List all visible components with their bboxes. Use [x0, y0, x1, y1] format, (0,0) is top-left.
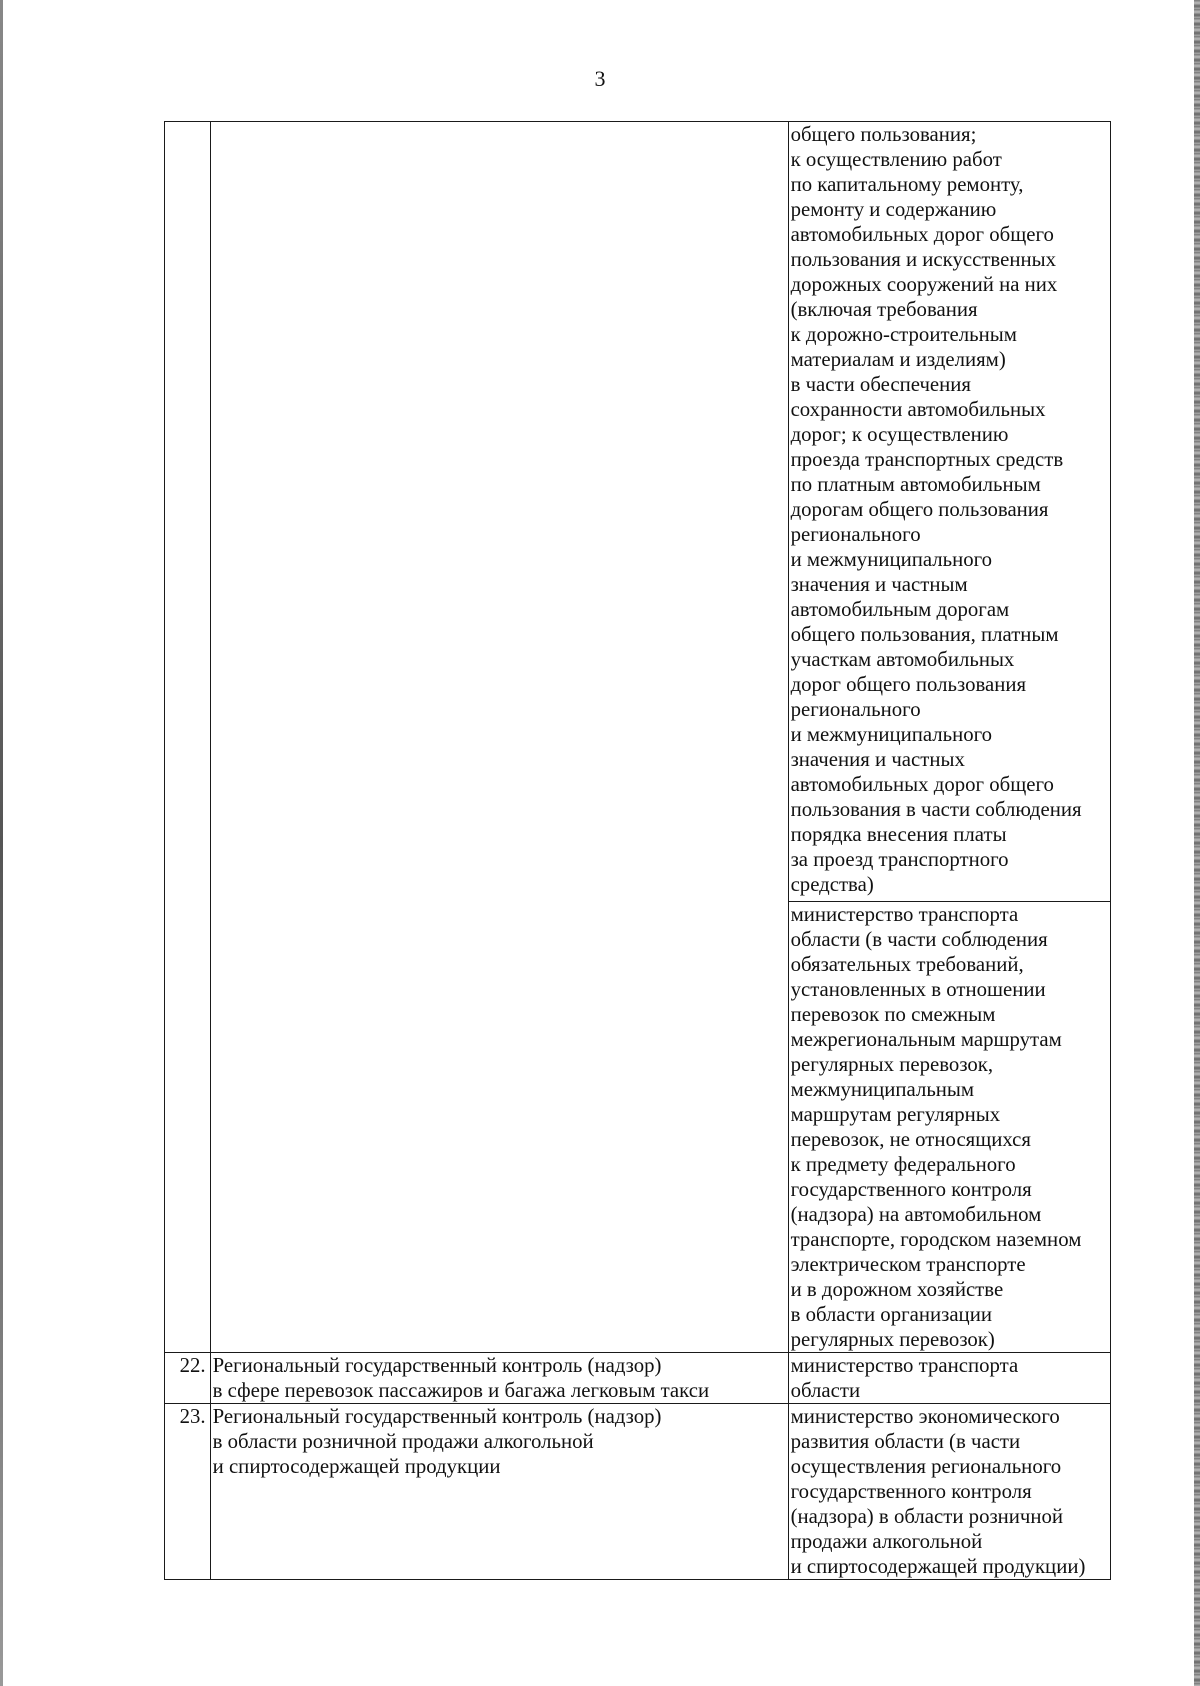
row-number-cell — [165, 122, 211, 1353]
page-number: 3 — [594, 66, 606, 91]
row-number-cell: 22. — [165, 1353, 211, 1404]
control-type-cell: Региональный государственный контроль (надзор) в области розничной продажи алкогольной и спиртосодержащей продукции — [210, 1404, 788, 1580]
document-table — [164, 121, 1111, 1580]
authority-cell: министерство транспорта области — [788, 1353, 1110, 1404]
control-type-cell: Региональный государственный контроль (надзор) в сфере перевозок пассажиров и багажа легковым такси — [210, 1353, 788, 1404]
authority-cell: министерство транспорта области (в части соблюдения обязательных требований, установленных в отношении перевозок по смежным межрегиональным маршрутам регулярных перевозок, межмуниципальным маршрутам регулярных перевозок, не относящихся к предмету федерального государственного контроля (надзора) на автомобильном транспорте, городском наземном электрическом транспорте и в дорожном хозяйстве в области организации регулярных перевозок) — [788, 902, 1110, 1353]
table-row — [165, 122, 1111, 902]
row-number-cell: 23. — [165, 1404, 211, 1580]
scan-edge-left — [0, 0, 3, 1686]
control-type-cell — [210, 122, 788, 1353]
table-row — [165, 1404, 1111, 1580]
authority-cell: общего пользования; к осуществлению работ по капитальному ремонту, ремонту и содержанию автомобильных дорог общего пользования и искусственных дорожных сооружений на них (включая требования к дорожно-строительным материалам и изделиям) в части обеспечения сохранности автомобильных дорог; к осуществлению проезда транспортных средств по платным автомобильным дорогам общего пользования регионального и межмуниципального значения и частным автомобильным дорогам общего пользования, платным участкам автомобильных дорог общего пользования регионального и межмуниципального значения и частных автомобильных дорог общего пользования в части соблюдения порядка внесения платы за проезд транспортного средства) — [788, 122, 1110, 902]
authority-cell: министерство экономического развития области (в части осуществления регионального государственного контроля (надзора) в области розничной продажи алкогольной и спиртосодержащей продукции) — [788, 1404, 1110, 1580]
scan-edge-right — [1194, 0, 1200, 1686]
table-row — [165, 1353, 1111, 1404]
